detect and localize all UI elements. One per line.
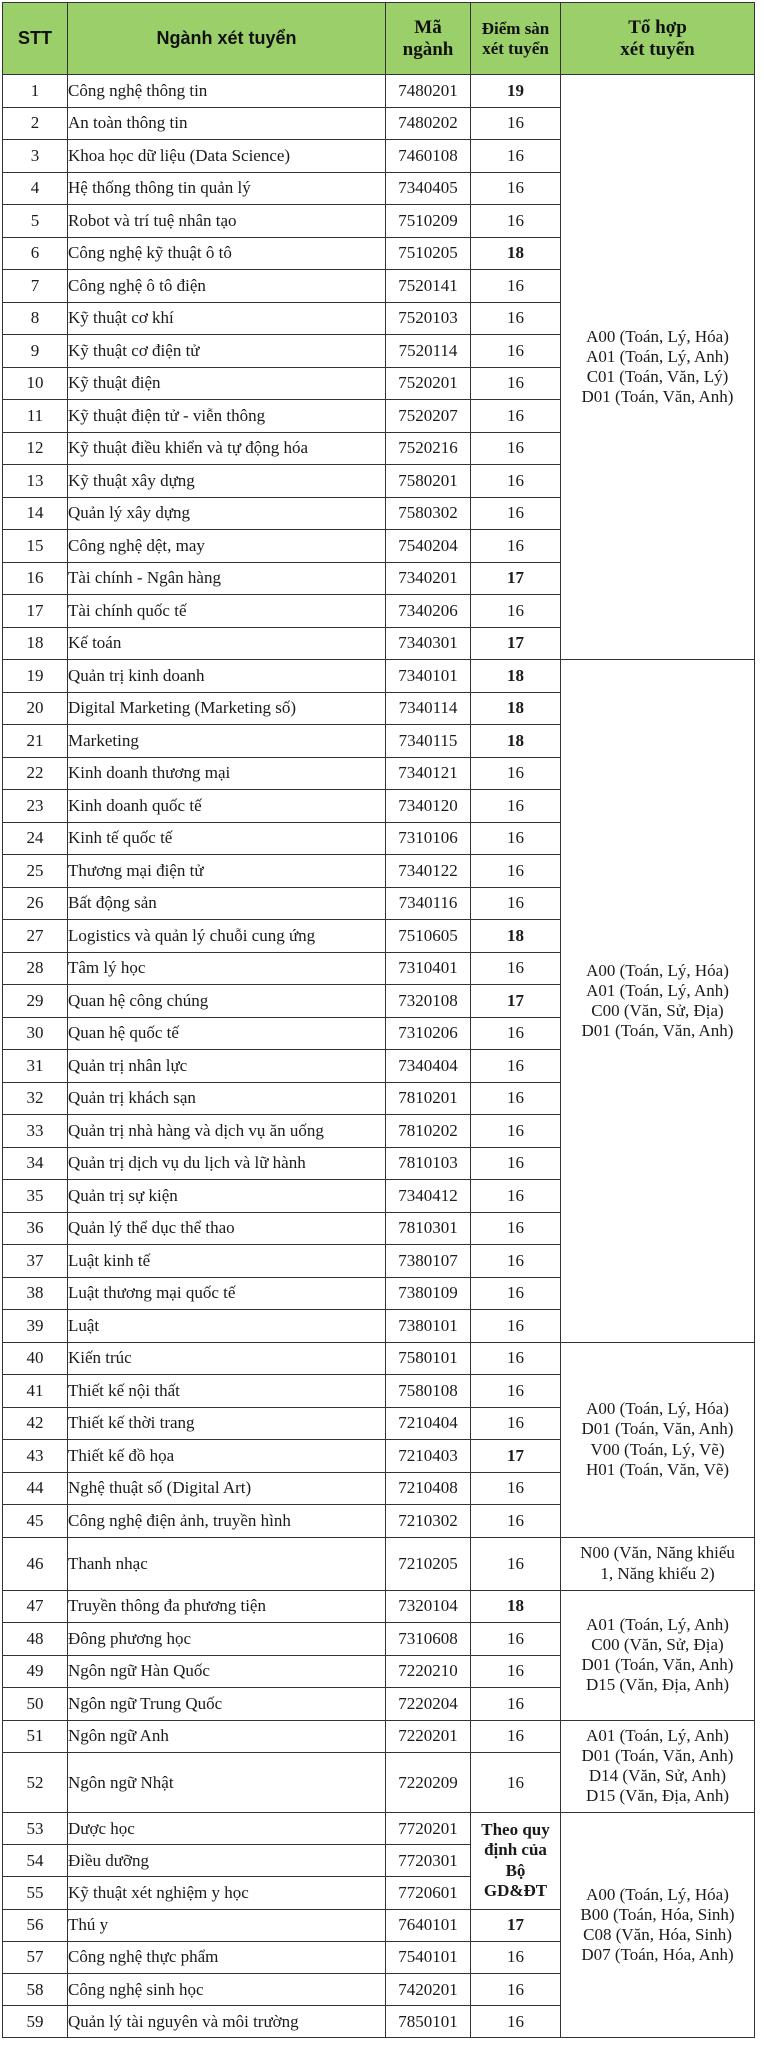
row-stt: 9	[3, 335, 68, 368]
row-min-score: 16	[471, 1375, 561, 1408]
row-min-score: 16	[471, 1655, 561, 1688]
row-stt: 4	[3, 172, 68, 205]
header-score-line1: Điểm sàn	[481, 18, 550, 38]
row-min-score: 16	[471, 270, 561, 303]
row-min-score: 16	[471, 1050, 561, 1083]
table-row	[3, 1537, 755, 1590]
row-min-score: 17	[471, 1909, 561, 1941]
row-stt: 52	[3, 1753, 68, 1813]
table-row	[3, 660, 755, 693]
row-min-score: 16	[471, 2006, 561, 2038]
row-major-code: 7220210	[386, 1655, 471, 1688]
row-major-code: 7420201	[386, 1973, 471, 2005]
row-major-code: 7310608	[386, 1623, 471, 1656]
row-major-name: Quản lý thể dục thể thao	[68, 1212, 386, 1245]
row-major-name: Thương mại điện tử	[68, 855, 386, 888]
row-stt: 15	[3, 530, 68, 563]
row-stt: 37	[3, 1245, 68, 1278]
row-stt: 30	[3, 1017, 68, 1050]
combo-line: V00 (Toán, Lý, Vẽ)	[590, 1439, 725, 1459]
row-min-score: 16	[471, 1082, 561, 1115]
row-min-score: 16	[471, 302, 561, 335]
row-stt: 21	[3, 725, 68, 758]
row-major-name: Khoa học dữ liệu (Data Science)	[68, 140, 386, 173]
row-min-score: 16	[471, 1407, 561, 1440]
row-major-name: Quản trị sự kiện	[68, 1180, 386, 1213]
row-min-score: 16	[471, 172, 561, 205]
row-min-score: 16	[471, 1973, 561, 2005]
row-stt: 35	[3, 1180, 68, 1213]
row-major-code: 7340206	[386, 595, 471, 628]
row-major-name: Kinh doanh thương mại	[68, 757, 386, 790]
row-major-code: 7340120	[386, 790, 471, 823]
row-major-code: 7480201	[386, 75, 471, 108]
header-code-line1: Mã	[414, 16, 442, 38]
row-min-score: 16	[471, 952, 561, 985]
combo-group	[561, 660, 755, 1343]
row-stt: 31	[3, 1050, 68, 1083]
row-major-code: 7520216	[386, 432, 471, 465]
row-stt: 19	[3, 660, 68, 693]
row-stt: 40	[3, 1342, 68, 1375]
row-major-code: 7220204	[386, 1688, 471, 1721]
row-major-code: 7380109	[386, 1277, 471, 1310]
row-major-code: 7310206	[386, 1017, 471, 1050]
header-row	[3, 3, 755, 75]
row-stt: 57	[3, 1941, 68, 1973]
combo-line: D07 (Toán, Hóa, Anh)	[581, 1945, 734, 1965]
row-major-code: 7380101	[386, 1310, 471, 1343]
row-major-code: 7340116	[386, 887, 471, 920]
combo-line: D01 (Toán, Văn, Anh)	[581, 1020, 734, 1040]
combo-line: C00 (Văn, Sử, Địa)	[591, 1000, 724, 1020]
row-min-score: 16	[471, 1688, 561, 1721]
row-min-score: 16	[471, 1505, 561, 1538]
combo-line: D15 (Văn, Địa, Anh)	[585, 1675, 730, 1695]
combo-group	[561, 1537, 755, 1590]
row-major-name: Kỹ thuật cơ điện tử	[68, 335, 386, 368]
row-min-score: 17	[471, 985, 561, 1018]
row-min-score: 16	[471, 1753, 561, 1813]
score-note-line: định của	[484, 1840, 547, 1860]
row-min-score: 16	[471, 367, 561, 400]
row-major-code: 7540101	[386, 1941, 471, 1973]
row-stt: 36	[3, 1212, 68, 1245]
combo-group	[561, 1720, 755, 1813]
row-major-name: An toàn thông tin	[68, 107, 386, 140]
row-major-code: 7340115	[386, 725, 471, 758]
row-major-name: Kỹ thuật điện	[68, 367, 386, 400]
row-stt: 16	[3, 562, 68, 595]
row-major-name: Thiết kế nội thất	[68, 1375, 386, 1408]
row-stt: 6	[3, 237, 68, 270]
row-min-score: 16	[471, 1941, 561, 1973]
row-stt: 49	[3, 1655, 68, 1688]
header-stt: STT	[3, 3, 68, 75]
row-major-code: 7460108	[386, 140, 471, 173]
row-major-code: 7210205	[386, 1537, 471, 1590]
combo-line: C01 (Toán, Văn, Lý)	[586, 367, 729, 386]
combo-line: A00 (Toán, Lý, Hóa)	[586, 960, 729, 980]
row-major-name: Quản trị nhà hàng và dịch vụ ăn uống	[68, 1115, 386, 1148]
combo-group	[561, 1813, 755, 2038]
row-min-score: 16	[471, 1472, 561, 1505]
row-major-name: Thú y	[68, 1909, 386, 1941]
row-stt: 20	[3, 692, 68, 725]
row-stt: 56	[3, 1909, 68, 1941]
row-min-score: 16	[471, 530, 561, 563]
row-stt: 23	[3, 790, 68, 823]
row-major-code: 7720601	[386, 1877, 471, 1909]
row-major-code: 7340121	[386, 757, 471, 790]
row-major-code: 7520103	[386, 302, 471, 335]
score-note-line: Theo quy	[481, 1820, 550, 1839]
row-major-name: Quan hệ quốc tế	[68, 1017, 386, 1050]
row-major-code: 7510209	[386, 205, 471, 238]
row-major-code: 7540204	[386, 530, 471, 563]
row-major-name: Luật	[68, 1310, 386, 1343]
row-stt: 2	[3, 107, 68, 140]
row-stt: 28	[3, 952, 68, 985]
row-major-name: Digital Marketing (Marketing số)	[68, 692, 386, 725]
row-major-code: 7580302	[386, 497, 471, 530]
row-major-code: 7520207	[386, 400, 471, 433]
row-major-name: Công nghệ kỹ thuật ô tô	[68, 237, 386, 270]
row-major-name: Đông phương học	[68, 1623, 386, 1656]
row-stt: 32	[3, 1082, 68, 1115]
table-row	[3, 75, 755, 108]
row-min-score: 16	[471, 757, 561, 790]
header-combo	[561, 3, 755, 75]
row-major-code: 7520114	[386, 335, 471, 368]
table-row	[3, 1342, 755, 1375]
row-major-code: 7380107	[386, 1245, 471, 1278]
row-stt: 1	[3, 75, 68, 108]
row-stt: 11	[3, 400, 68, 433]
row-min-score: 16	[471, 1017, 561, 1050]
row-major-name: Kỹ thuật cơ khí	[68, 302, 386, 335]
row-major-name: Công nghệ thông tin	[68, 75, 386, 108]
row-major-name: Kỹ thuật xây dựng	[68, 465, 386, 498]
row-min-score: 16	[471, 855, 561, 888]
row-stt: 25	[3, 855, 68, 888]
row-major-name: Quản lý tài nguyên và môi trường	[68, 2006, 386, 2038]
row-min-score: 18	[471, 660, 561, 693]
row-min-score: 16	[471, 1212, 561, 1245]
row-major-code: 7720301	[386, 1845, 471, 1877]
table-row	[3, 1590, 755, 1623]
row-major-name: Quản trị nhân lực	[68, 1050, 386, 1083]
row-min-score: 16	[471, 107, 561, 140]
row-major-name: Tài chính - Ngân hàng	[68, 562, 386, 595]
row-min-score: 16	[471, 1623, 561, 1656]
row-major-name: Thiết kế thời trang	[68, 1407, 386, 1440]
row-major-code: 7340101	[386, 660, 471, 693]
row-min-score: 16	[471, 432, 561, 465]
combo-line: N00 (Văn, Năng khiếu	[580, 1543, 735, 1563]
row-stt: 3	[3, 140, 68, 173]
row-stt: 24	[3, 822, 68, 855]
row-stt: 34	[3, 1147, 68, 1180]
table-row	[3, 1813, 755, 1845]
row-stt: 42	[3, 1407, 68, 1440]
row-major-name: Kỹ thuật điều khiển và tự động hóa	[68, 432, 386, 465]
row-major-name: Quản lý xây dựng	[68, 497, 386, 530]
row-major-name: Nghệ thuật số (Digital Art)	[68, 1472, 386, 1505]
row-major-code: 7310106	[386, 822, 471, 855]
combo-line: A01 (Toán, Lý, Anh)	[586, 346, 729, 366]
row-stt: 45	[3, 1505, 68, 1538]
row-stt: 14	[3, 497, 68, 530]
row-min-score: 16	[471, 1277, 561, 1310]
row-major-code: 7810202	[386, 1115, 471, 1148]
row-major-name: Hệ thống thông tin quản lý	[68, 172, 386, 205]
row-major-name: Bất động sản	[68, 887, 386, 920]
row-stt: 39	[3, 1310, 68, 1343]
row-major-code: 7510605	[386, 920, 471, 953]
row-stt: 59	[3, 2006, 68, 2038]
row-major-code: 7340201	[386, 562, 471, 595]
row-stt: 51	[3, 1720, 68, 1753]
combo-line: A01 (Toán, Lý, Anh)	[586, 1614, 729, 1634]
row-major-name: Robot và trí tuệ nhân tạo	[68, 205, 386, 238]
row-min-score: 16	[471, 205, 561, 238]
row-stt: 5	[3, 205, 68, 238]
row-stt: 47	[3, 1590, 68, 1623]
header-major: Ngành xét tuyển	[68, 3, 386, 75]
row-stt: 27	[3, 920, 68, 953]
header-code	[386, 3, 471, 75]
row-stt: 13	[3, 465, 68, 498]
row-major-name: Tài chính quốc tế	[68, 595, 386, 628]
row-stt: 7	[3, 270, 68, 303]
score-note	[471, 1813, 561, 1910]
row-major-code: 7340405	[386, 172, 471, 205]
row-stt: 22	[3, 757, 68, 790]
combo-line: A00 (Toán, Lý, Hóa)	[586, 326, 729, 346]
row-major-name: Kinh doanh quốc tế	[68, 790, 386, 823]
row-stt: 53	[3, 1813, 68, 1845]
header-score	[471, 3, 561, 75]
combo-line: D01 (Toán, Văn, Anh)	[581, 387, 734, 407]
row-major-name: Marketing	[68, 725, 386, 758]
row-min-score: 16	[471, 497, 561, 530]
row-major-name: Tâm lý học	[68, 952, 386, 985]
row-stt: 8	[3, 302, 68, 335]
row-major-name: Quản trị kinh doanh	[68, 660, 386, 693]
row-stt: 38	[3, 1277, 68, 1310]
row-major-code: 7340122	[386, 855, 471, 888]
row-stt: 26	[3, 887, 68, 920]
header-code-line2: ngành	[402, 38, 454, 60]
row-min-score: 18	[471, 237, 561, 270]
row-major-name: Công nghệ thực phẩm	[68, 1941, 386, 1973]
row-stt: 41	[3, 1375, 68, 1408]
row-major-code: 7510205	[386, 237, 471, 270]
row-major-name: Truyền thông đa phương tiện	[68, 1590, 386, 1623]
row-major-name: Luật thương mại quốc tế	[68, 1277, 386, 1310]
row-major-code: 7480202	[386, 107, 471, 140]
row-min-score: 16	[471, 335, 561, 368]
row-major-code: 7310401	[386, 952, 471, 985]
row-major-code: 7810103	[386, 1147, 471, 1180]
row-major-name: Quản trị dịch vụ du lịch và lữ hành	[68, 1147, 386, 1180]
row-min-score: 18	[471, 725, 561, 758]
combo-line: D01 (Toán, Văn, Anh)	[581, 1655, 734, 1674]
combo-line: B00 (Toán, Hóa, Sinh)	[580, 1905, 735, 1925]
combo-group	[561, 1342, 755, 1537]
row-min-score: 16	[471, 1310, 561, 1343]
row-major-code: 7220209	[386, 1753, 471, 1813]
header-score-line2: xét tuyển	[482, 38, 549, 58]
row-stt: 29	[3, 985, 68, 1018]
header-combo-line2: xét tuyển	[620, 38, 695, 60]
row-major-name: Kỹ thuật xét nghiệm y học	[68, 1877, 386, 1909]
combo-group	[561, 1590, 755, 1720]
row-min-score: 16	[471, 1342, 561, 1375]
row-min-score: 17	[471, 562, 561, 595]
score-note-line: Bộ	[505, 1860, 526, 1880]
row-major-name: Ngôn ngữ Trung Quốc	[68, 1688, 386, 1721]
admissions-table	[2, 2, 755, 2038]
row-major-code: 7850101	[386, 2006, 471, 2038]
row-major-name: Logistics và quản lý chuỗi cung ứng	[68, 920, 386, 953]
row-major-name: Kế toán	[68, 627, 386, 660]
row-major-code: 7340301	[386, 627, 471, 660]
row-min-score: 16	[471, 1180, 561, 1213]
row-major-name: Công nghệ sinh học	[68, 1973, 386, 2005]
header-combo-line1: Tổ hợp	[628, 16, 687, 38]
row-major-code: 7210403	[386, 1440, 471, 1473]
combo-group	[561, 75, 755, 660]
row-major-name: Công nghệ dệt, may	[68, 530, 386, 563]
row-min-score: 16	[471, 595, 561, 628]
row-major-name: Quan hệ công chúng	[68, 985, 386, 1018]
row-stt: 10	[3, 367, 68, 400]
combo-line: 1, Năng khiếu 2)	[600, 1563, 715, 1583]
row-major-name: Thanh nhạc	[68, 1537, 386, 1590]
row-stt: 18	[3, 627, 68, 660]
row-stt: 54	[3, 1845, 68, 1877]
row-major-code: 7340412	[386, 1180, 471, 1213]
row-stt: 44	[3, 1472, 68, 1505]
row-major-code: 7520141	[386, 270, 471, 303]
row-major-code: 7220201	[386, 1720, 471, 1753]
row-major-code: 7640101	[386, 1909, 471, 1941]
row-major-code: 7210404	[386, 1407, 471, 1440]
combo-line: A00 (Toán, Lý, Hóa)	[586, 1399, 729, 1419]
row-major-code: 7810201	[386, 1082, 471, 1115]
combo-line: D01 (Toán, Văn, Anh)	[581, 1419, 734, 1439]
table-body	[3, 75, 755, 2038]
row-major-name: Công nghệ điện ảnh, truyền hình	[68, 1505, 386, 1538]
row-stt: 46	[3, 1537, 68, 1590]
row-stt: 17	[3, 595, 68, 628]
row-major-code: 7720201	[386, 1813, 471, 1845]
combo-line: A01 (Toán, Lý, Anh)	[586, 1726, 729, 1746]
row-stt: 12	[3, 432, 68, 465]
row-major-code: 7580108	[386, 1375, 471, 1408]
row-min-score: 19	[471, 75, 561, 108]
row-stt: 43	[3, 1440, 68, 1473]
row-stt: 55	[3, 1877, 68, 1909]
row-major-code: 7340114	[386, 692, 471, 725]
row-major-code: 7210302	[386, 1505, 471, 1538]
row-major-code: 7320108	[386, 985, 471, 1018]
row-min-score: 16	[471, 822, 561, 855]
row-min-score: 16	[471, 790, 561, 823]
table-row	[3, 1720, 755, 1753]
row-major-name: Dược học	[68, 1813, 386, 1845]
row-min-score: 18	[471, 1590, 561, 1623]
row-min-score: 17	[471, 627, 561, 660]
row-stt: 50	[3, 1688, 68, 1721]
row-major-name: Thiết kế đồ họa	[68, 1440, 386, 1473]
row-min-score: 16	[471, 887, 561, 920]
combo-line: H01 (Toán, Văn, Vẽ)	[585, 1459, 730, 1479]
row-min-score: 16	[471, 465, 561, 498]
row-major-code: 7340404	[386, 1050, 471, 1083]
row-min-score: 16	[471, 400, 561, 433]
row-major-code: 7810301	[386, 1212, 471, 1245]
row-major-name: Ngôn ngữ Nhật	[68, 1753, 386, 1813]
row-major-name: Ngôn ngữ Anh	[68, 1720, 386, 1753]
row-major-name: Luật kinh tế	[68, 1245, 386, 1278]
combo-line: C08 (Văn, Hóa, Sinh)	[583, 1925, 732, 1945]
row-min-score: 16	[471, 1537, 561, 1590]
row-stt: 58	[3, 1973, 68, 2005]
row-min-score: 18	[471, 920, 561, 953]
combo-line: D01 (Toán, Văn, Anh)	[581, 1746, 734, 1766]
row-major-name: Quản trị khách sạn	[68, 1082, 386, 1115]
combo-line: D14 (Văn, Sử, Anh)	[588, 1766, 727, 1786]
row-major-code: 7210408	[386, 1472, 471, 1505]
row-major-name: Kỹ thuật điện tử - viễn thông	[68, 400, 386, 433]
row-stt: 48	[3, 1623, 68, 1656]
row-major-name: Kinh tế quốc tế	[68, 822, 386, 855]
combo-line: A01 (Toán, Lý, Anh)	[586, 980, 729, 1000]
row-min-score: 16	[471, 1720, 561, 1753]
row-min-score: 16	[471, 1245, 561, 1278]
combo-line: A00 (Toán, Lý, Hóa)	[586, 1885, 729, 1905]
row-major-name: Công nghệ ô tô điện	[68, 270, 386, 303]
row-min-score: 18	[471, 692, 561, 725]
score-note-line: GD&ĐT	[483, 1881, 548, 1901]
row-min-score: 16	[471, 1115, 561, 1148]
row-major-name: Điều dưỡng	[68, 1845, 386, 1877]
combo-line: D15 (Văn, Địa, Anh)	[585, 1786, 730, 1806]
row-major-code: 7520201	[386, 367, 471, 400]
row-major-name: Kiến trúc	[68, 1342, 386, 1375]
row-major-code: 7580201	[386, 465, 471, 498]
row-min-score: 16	[471, 140, 561, 173]
row-stt: 33	[3, 1115, 68, 1148]
row-min-score: 17	[471, 1440, 561, 1473]
row-min-score: 16	[471, 1147, 561, 1180]
row-major-code: 7320104	[386, 1590, 471, 1623]
row-major-code: 7580101	[386, 1342, 471, 1375]
row-major-name: Ngôn ngữ Hàn Quốc	[68, 1655, 386, 1688]
combo-line: C00 (Văn, Sử, Địa)	[591, 1634, 724, 1654]
